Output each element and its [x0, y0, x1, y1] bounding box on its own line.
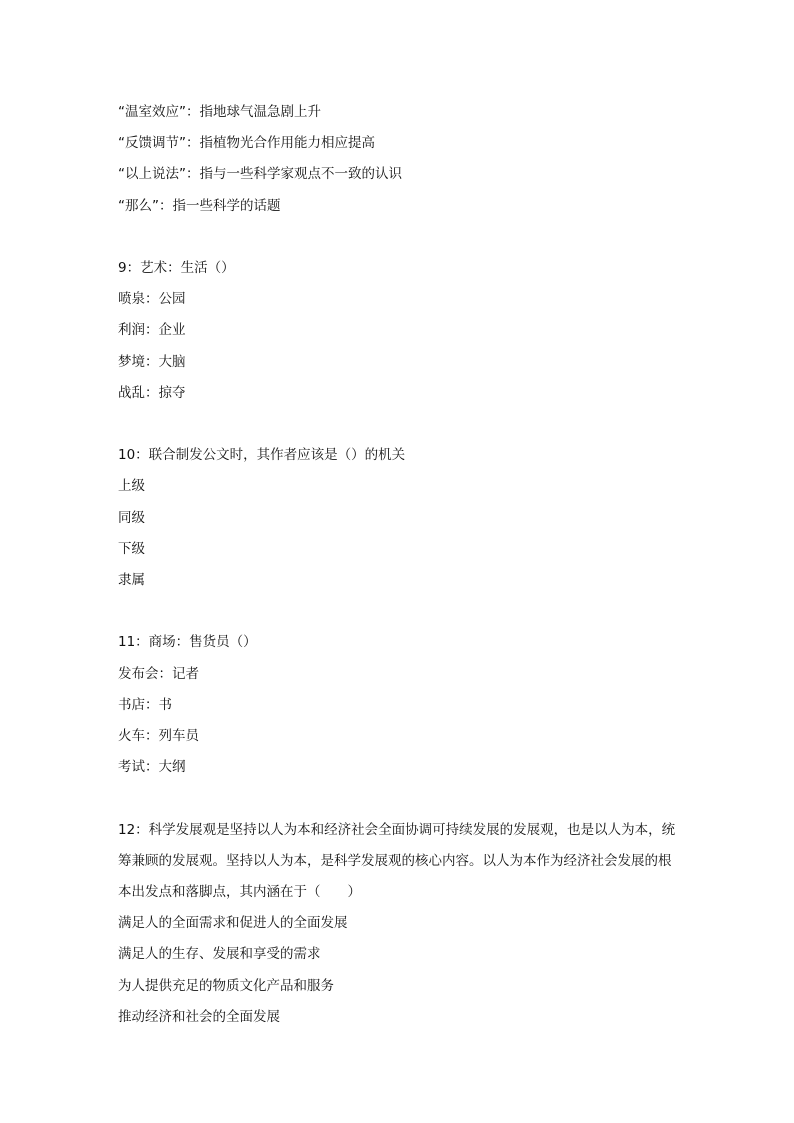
option-line: “那么”：指一些科学的话题: [118, 198, 281, 214]
question-12-option-b: 满足人的生存、发展和享受的需求: [118, 946, 321, 962]
question-9-option-b: 利润：企业: [118, 322, 186, 338]
question-11-option-d: 考试：大纲: [118, 759, 186, 775]
question-11-option-b: 书店：书: [118, 697, 172, 713]
question-9-stem: 9：艺术：生活（）: [118, 260, 235, 276]
option-line: “以上说法”：指与一些科学家观点不一致的认识: [118, 166, 402, 182]
question-11-stem: 11：商场：售货员（）: [118, 634, 257, 650]
question-9-option-c: 梦境：大脑: [118, 354, 186, 370]
question-11-option-c: 火车：列车员: [118, 728, 199, 744]
option-line: “反馈调节”：指植物光合作用能力相应提高: [118, 135, 375, 151]
option-line: “温室效应”：指地球气温急剧上升: [118, 104, 321, 120]
question-12-stem: 12：科学发展观是坚持以人为本和经济社会全面协调可持续发展的发展观，也是以人为本，统筹兼顾的发展观。坚持以人为本，是科学发展观的核心内容。以人为本作为经济社会发展的根本出发点和落脚点，其内涵在于（ ）: [118, 822, 676, 900]
question-10-stem: 10：联合制发公文时，其作者应该是（）的机关: [118, 447, 406, 463]
question-12-option-c: 为人提供充足的物质文化产品和服务: [118, 978, 334, 994]
question-10-option-b: 同级: [118, 510, 145, 526]
question-10-option-a: 上级: [118, 478, 145, 494]
question-9-option-d: 战乱：掠夺: [118, 385, 186, 401]
question-12-option-a: 满足人的全面需求和促进人的全面发展: [118, 915, 348, 931]
question-10-option-d: 隶属: [118, 572, 145, 588]
question-10-option-c: 下级: [118, 541, 145, 557]
question-11-option-a: 发布会：记者: [118, 666, 199, 682]
question-9-option-a: 喷泉：公园: [118, 291, 186, 307]
question-12-option-d: 推动经济和社会的全面发展: [118, 1009, 280, 1025]
